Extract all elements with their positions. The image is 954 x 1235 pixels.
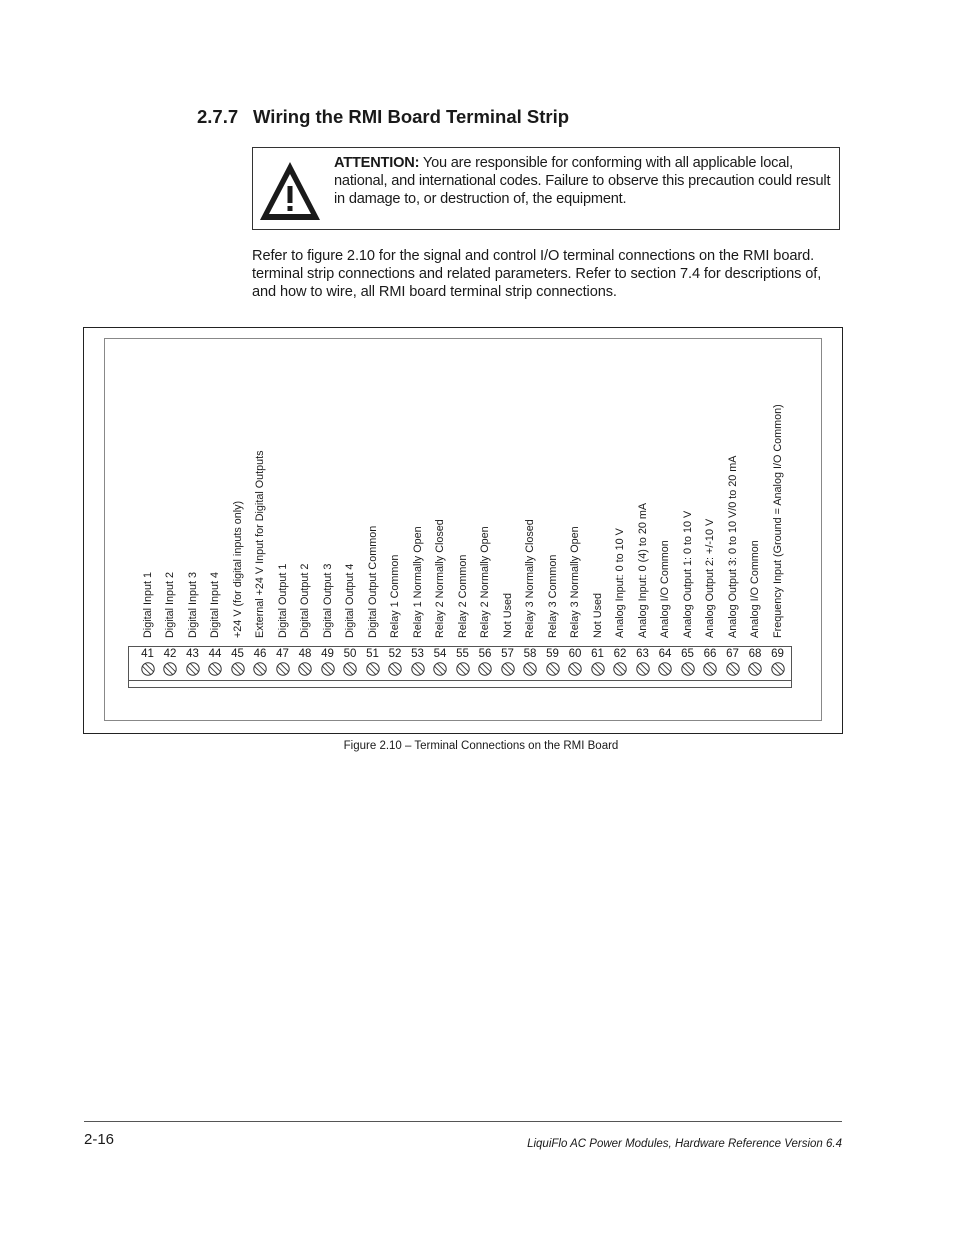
terminal-label: Relay 3 Common xyxy=(546,554,559,638)
terminal-label: Frequency Input (Ground = Analog I/O Common) xyxy=(771,404,784,638)
terminal-number: 47 xyxy=(276,648,289,660)
screw-terminal-icon[interactable] xyxy=(771,662,785,676)
terminal-strip-edge xyxy=(128,680,792,681)
terminal-label: Analog Input: 0 to 10 V xyxy=(614,528,626,638)
screw-terminal-icon[interactable] xyxy=(591,662,605,676)
terminal-label: Digital Output 3 xyxy=(321,563,334,638)
screw-terminal-icon[interactable] xyxy=(546,662,560,676)
terminal-label: Analog Output 3: 0 to 10 V/0 to 20 mA xyxy=(726,455,739,638)
screw-terminal-icon[interactable] xyxy=(366,662,380,676)
terminal-label: Not Used xyxy=(591,592,604,638)
screw-terminal-icon[interactable] xyxy=(253,662,267,676)
screw-terminal-icon[interactable] xyxy=(523,662,537,676)
page-number: 2-16 xyxy=(84,1131,115,1148)
terminal-number: 43 xyxy=(186,648,199,660)
intro-paragraph: Refer to figure 2.10 for the signal and control I/O terminal connections on the RMI board. terminal strip connections and related parameters. Refer to section 7.4 for descriptions of, and how to wire, all RMI board terminal strip connections. xyxy=(252,248,822,300)
terminal-label: Analog I/O Common xyxy=(659,540,671,638)
terminal-label: Digital Output Common xyxy=(366,525,379,638)
section-heading xyxy=(197,106,569,128)
screw-terminal-icon[interactable] xyxy=(388,662,402,676)
screw-terminal-icon[interactable] xyxy=(163,662,177,676)
terminal-label: Relay 1 Common xyxy=(389,554,401,638)
screw-terminal-icon[interactable] xyxy=(231,662,245,676)
terminal-label: Analog Input: 0 (4) to 20 mA xyxy=(636,502,649,638)
terminal-label: Digital Output 4 xyxy=(344,563,356,638)
terminal-number: 49 xyxy=(321,648,334,660)
attention-text xyxy=(334,154,834,208)
terminal-number: 46 xyxy=(253,648,267,660)
terminal-label: Relay 1 Normally Open xyxy=(411,526,424,638)
terminal-label: Digital Input 4 xyxy=(209,571,221,638)
terminal-number: 57 xyxy=(501,648,514,660)
terminal-number: 42 xyxy=(163,648,177,660)
screw-terminal-icon[interactable] xyxy=(411,662,425,676)
terminal-label: Digital Input 2 xyxy=(164,571,176,638)
footer-rule xyxy=(84,1121,842,1122)
terminal-number: 60 xyxy=(568,648,582,660)
screw-terminal-icon[interactable] xyxy=(276,662,290,676)
terminal-number: 52 xyxy=(388,648,402,660)
terminal-label: External +24 V Input for Digital Outputs xyxy=(254,450,266,638)
figure-caption: Figure 2.10 – Terminal Connections on the RMI Board xyxy=(343,740,619,752)
terminal-label: +24 V (for digital inputs only) xyxy=(231,500,244,638)
attention-label: ATTENTION: xyxy=(334,155,420,171)
terminal-label: Analog I/O Common xyxy=(749,540,761,638)
screw-terminal-icon[interactable] xyxy=(298,662,312,676)
screw-terminal-icon[interactable] xyxy=(613,662,627,676)
warning-triangle-icon xyxy=(256,156,324,224)
terminal-number: 59 xyxy=(546,648,559,660)
screw-terminal-icon[interactable] xyxy=(321,662,335,676)
terminal-number: 61 xyxy=(591,648,604,660)
terminal-number: 53 xyxy=(411,648,424,660)
screw-terminal-icon[interactable] xyxy=(658,662,672,676)
terminal-label: Digital Output 1 xyxy=(276,563,289,638)
screw-terminal-icon[interactable] xyxy=(478,662,492,676)
terminal-label: Relay 3 Normally Open xyxy=(569,526,581,638)
terminal-number: 69 xyxy=(771,648,784,660)
terminal-number: 56 xyxy=(478,648,492,660)
screw-terminal-icon[interactable] xyxy=(186,662,200,676)
screw-terminal-icon[interactable] xyxy=(343,662,357,676)
terminal-label: Digital Output 2 xyxy=(299,563,311,638)
screw-terminal-icon[interactable] xyxy=(681,662,695,676)
terminal-number: 62 xyxy=(613,648,627,660)
screw-terminal-icon[interactable] xyxy=(726,662,740,676)
terminal-number: 41 xyxy=(141,648,154,660)
terminal-number: 67 xyxy=(726,648,739,660)
terminal-label: Relay 2 Normally Open xyxy=(479,526,491,638)
terminal-number: 51 xyxy=(366,648,379,660)
terminal-number: 63 xyxy=(636,648,649,660)
terminal-number: 54 xyxy=(433,648,447,660)
terminal-number: 55 xyxy=(456,648,469,660)
terminal-label: Relay 3 Normally Closed xyxy=(524,519,536,638)
terminal-number: 65 xyxy=(681,648,694,660)
terminal-number: 68 xyxy=(748,648,762,660)
screw-terminal-icon[interactable] xyxy=(141,662,155,676)
terminal-number: 64 xyxy=(658,648,672,660)
footer-title: LiquiFlo AC Power Modules, Hardware Reference Version 6.4 xyxy=(527,1138,842,1150)
terminal-number: 44 xyxy=(208,648,222,660)
screw-terminal-icon[interactable] xyxy=(501,662,515,676)
terminal-label: Relay 2 Common xyxy=(456,554,469,638)
terminal-number: 48 xyxy=(298,648,312,660)
terminal-label: Digital Input 3 xyxy=(186,571,199,638)
section-title: Wiring the RMI Board Terminal Strip xyxy=(253,106,570,127)
screw-terminal-icon[interactable] xyxy=(433,662,447,676)
screw-terminal-icon[interactable] xyxy=(208,662,222,676)
terminal-number: 66 xyxy=(703,648,717,660)
terminal-number: 58 xyxy=(523,648,537,660)
terminal-label: Analog Output 1: 0 to 10 V xyxy=(681,510,694,638)
screw-terminal-icon[interactable] xyxy=(456,662,470,676)
terminal-label: Analog Output 2: +/-10 V xyxy=(704,518,716,638)
attention-box xyxy=(252,147,840,230)
screw-terminal-icon[interactable] xyxy=(636,662,650,676)
terminal-label: Digital Input 1 xyxy=(141,571,154,638)
terminal-number: 50 xyxy=(343,648,357,660)
screw-terminal-icon[interactable] xyxy=(748,662,762,676)
screw-terminal-icon[interactable] xyxy=(568,662,582,676)
screw-terminal-icon[interactable] xyxy=(703,662,717,676)
terminal-number: 45 xyxy=(231,648,244,660)
terminal-label: Relay 2 Normally Closed xyxy=(434,519,446,638)
attention-body: You are responsible for conforming with all applicable local, national, and international codes. Failure to observe this precaution could result in damage to, or destruction of, the equipment. xyxy=(334,155,831,207)
section-number: 2.7.7 xyxy=(197,106,239,127)
terminal-label: Not Used xyxy=(501,592,514,638)
